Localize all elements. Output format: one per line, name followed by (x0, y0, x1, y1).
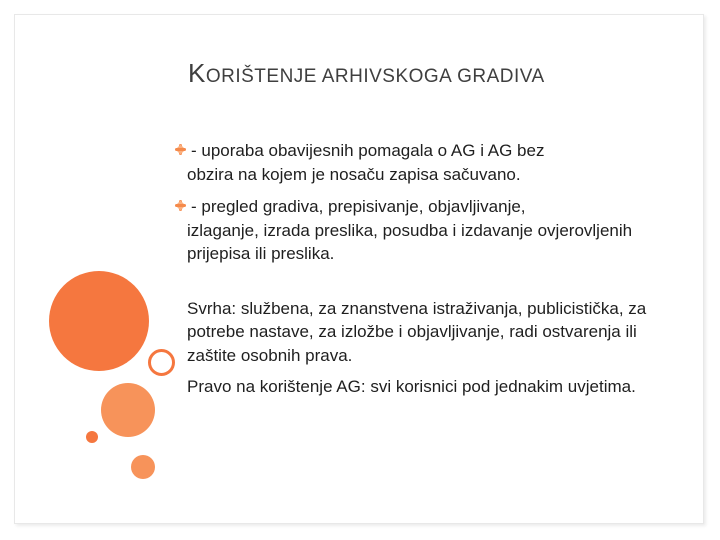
purpose-paragraph: Svrha: službena, za znanstvena istraživanja, publicistička, za potrebe nastave, za izložbe i objavljivanje, radi ostvarenja ili zaštite osobnih prava. (187, 298, 647, 365)
decorative-circle-large (49, 271, 149, 371)
decorative-circle-medium (101, 383, 155, 437)
rights-paragraph: Pravo na korištenje AG: svi korisnici pod jednakim uvjetima. (187, 377, 636, 396)
bullet-paragraph-2 (187, 195, 667, 266)
title-rest: ORIŠTENJE ARHIVSKOGA GRADIVA (205, 66, 545, 87)
slide-title (188, 58, 545, 89)
bullet-2-line1: - pregled gradiva, prepisivanje, objavljivanje, (191, 197, 526, 216)
diamond-cross-bullet-icon (175, 144, 186, 155)
title-first-letter: K (188, 58, 206, 88)
slide-content (187, 139, 667, 399)
bullet-1-rest: obzira na kojem je nosaču zapisa sačuvano. (187, 164, 521, 184)
bullet-1-line1: - uporaba obavijesnih pomagala o AG i AG bez (191, 141, 545, 160)
decorative-ring-small (148, 349, 175, 376)
decorative-circle-dot (86, 431, 98, 443)
bullet-2-rest: izlaganje, izrada preslika, posudba i izdavanje ovjerovljenih prijepisa ili preslika. (187, 220, 633, 263)
diamond-cross-bullet-icon (175, 200, 186, 211)
decorative-circle-small (131, 455, 155, 479)
bullet-paragraph-1 (187, 139, 667, 186)
